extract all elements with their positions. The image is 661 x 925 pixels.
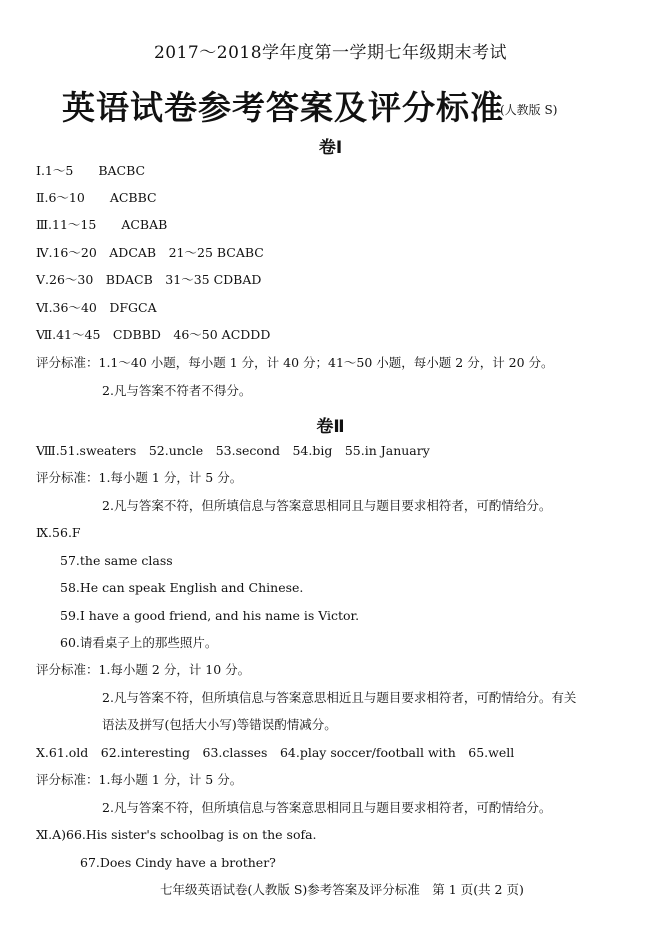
scoring-rule-x-2: 2.凡与答案不符，但所填信息与答案意思相同且与题目要求相符者，可酌情给分。 <box>102 800 552 815</box>
scoring-rule-part1-1: 评分标准：1.1～40 小题，每小题 1 分，计 40 分；41～50 小题，每小题 2 分，计 20 分。 <box>36 355 554 370</box>
answer-line-56: Ⅸ.56.F <box>36 525 81 540</box>
scoring-rule-ix-2: 2.凡与答案不符，但所填信息与答案意思相近且与题目要求相符者，可酌情给分。有关 <box>102 690 577 705</box>
scoring-rule-x-1: 评分标准：1.每小题 1 分，计 5 分。 <box>36 772 243 787</box>
answer-line-16-25: Ⅳ.16～20 ADCAB 21～25 BCABC <box>36 245 264 260</box>
scoring-rule-ix-2-cont: 语法及拼写(包括大小写)等错误酌情减分。 <box>102 717 337 732</box>
answer-line-51-55: Ⅷ.51.sweaters 52.uncle 53.second 54.big 55.in January <box>36 443 430 458</box>
document-title: 英语试卷参考答案及评分标准 <box>62 88 504 127</box>
section-heading-part2: 卷Ⅱ <box>316 417 345 437</box>
answer-line-36-40: Ⅵ.36～40 DFGCA <box>36 300 157 315</box>
section-heading-part1: 卷Ⅰ <box>318 138 343 158</box>
answer-line-26-35: Ⅴ.26～30 BDACB 31～35 CDBAD <box>36 272 262 287</box>
scoring-rule-viii-1: 评分标准：1.每小题 1 分，计 5 分。 <box>36 470 243 485</box>
scoring-rule-part1-2: 2.凡与答案不符者不得分。 <box>102 383 252 398</box>
page-footer: 七年级英语试卷(人教版 S)参考答案及评分标准 第 1 页(共 2 页) <box>160 882 524 897</box>
answer-line-57: 57.the same class <box>60 553 173 568</box>
answer-line-41-50: Ⅶ.41～45 CDBBD 46～50 ACDDD <box>36 327 271 342</box>
answer-line-61-65: Ⅹ.61.old 62.interesting 63.classes 64.play soccer/football with 65.well <box>36 745 515 760</box>
scoring-rule-ix-1: 评分标准：1.每小题 2 分，计 10 分。 <box>36 662 251 677</box>
answer-line-11-15: Ⅲ.11～15 ACBAB <box>36 217 168 232</box>
edition-label: (人教版 S) <box>500 103 558 117</box>
exam-title: 2017～2018学年度第一学期七年级期末考试 <box>153 43 508 63</box>
answer-line-59: 59.I have a good friend, and his name is Victor. <box>60 608 360 623</box>
scoring-rule-viii-2: 2.凡与答案不符，但所填信息与答案意思相同且与题目要求相符者，可酌情给分。 <box>102 498 552 513</box>
answer-line-6-10: Ⅱ.6～10 ACBBC <box>36 190 157 205</box>
answer-line-1-5: Ⅰ.1～5 BACBC <box>36 163 146 178</box>
answer-line-60: 60.请看桌子上的那些照片。 <box>60 635 218 650</box>
answer-line-67: 67.Does Cindy have a brother? <box>80 855 276 870</box>
answer-line-58: 58.He can speak English and Chinese. <box>60 580 304 595</box>
answer-line-66: Ⅺ.A)66.His sister's schoolbag is on the sofa. <box>36 827 317 842</box>
